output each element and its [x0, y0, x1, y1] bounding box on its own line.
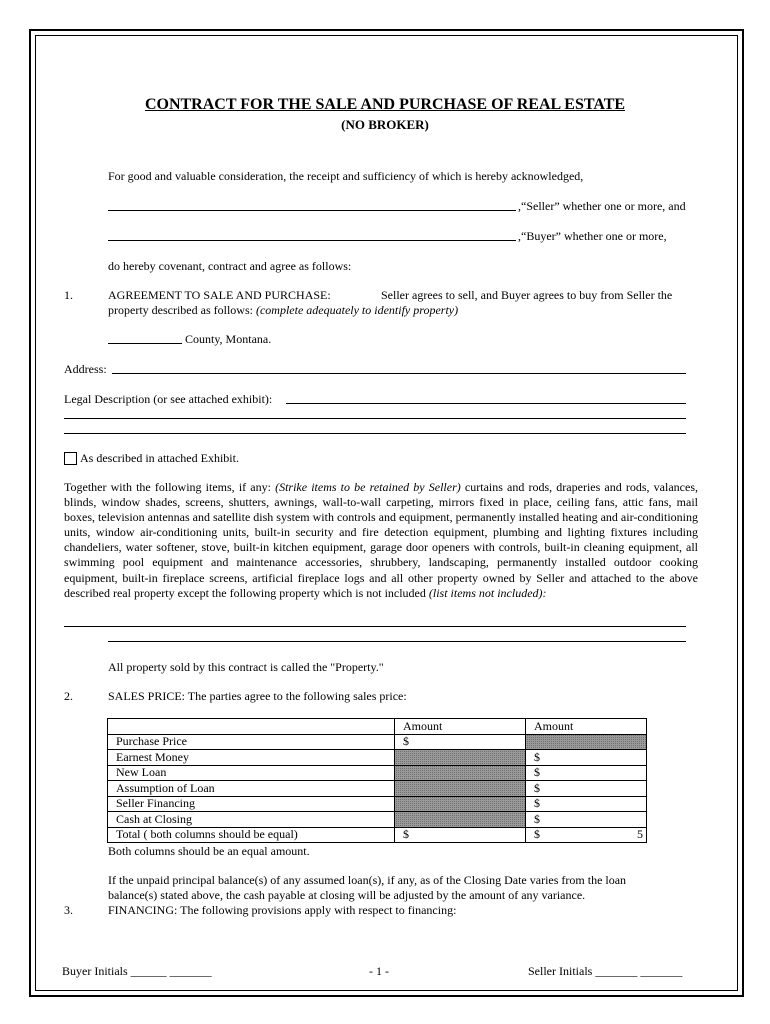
total-trailing-value: 5 — [637, 826, 643, 841]
table-header-cell: Amount — [526, 719, 647, 735]
amount-cell[interactable]: $ — [526, 796, 647, 812]
page-number: - 1 - — [369, 964, 389, 978]
legal-description-label: Legal Description (or see attached exhibit): — [64, 392, 273, 406]
section-1-text-2: property described as follows: (complete adequately to identify property) — [108, 303, 459, 317]
county-label: County, Montana. — [185, 332, 272, 346]
property-called-text: All property sold by this contract is called the "Property." — [108, 660, 384, 674]
amount-cell[interactable]: $ — [526, 750, 647, 766]
table-row — [108, 750, 647, 766]
county-field[interactable] — [108, 343, 182, 344]
legal-description-field[interactable] — [286, 403, 686, 404]
legal-description-line-2[interactable] — [64, 418, 686, 419]
table-row — [108, 781, 647, 797]
total-amount-cell[interactable]: $ — [395, 827, 526, 843]
table-cell-label: Purchase Price — [108, 734, 395, 750]
shaded-cell — [395, 781, 526, 797]
address-field[interactable] — [112, 373, 686, 374]
section-1-text: Seller agrees to sell, and Buyer agrees to buy from Seller the — [381, 288, 673, 302]
section-3-number: 3. — [64, 903, 73, 917]
amount-cell[interactable]: $ — [526, 812, 647, 828]
buyer-initials[interactable]: Buyer Initials ______ _______ — [62, 964, 212, 978]
table-row — [108, 765, 647, 781]
table-row — [108, 734, 647, 750]
address-label: Address: — [64, 362, 107, 376]
exhibit-checkbox[interactable] — [64, 452, 77, 465]
exhibit-label: As described in attached Exhibit. — [80, 451, 239, 465]
table-cell-label: Cash at Closing — [108, 812, 395, 828]
table-cell-label: New Loan — [108, 765, 395, 781]
seller-label: ,“Seller” whether one or more, and — [518, 199, 686, 213]
section-1-heading: AGREEMENT TO SALE AND PURCHASE: — [108, 288, 331, 302]
shaded-cell — [395, 812, 526, 828]
amount-cell[interactable]: $ — [526, 781, 647, 797]
variance-paragraph: If the unpaid principal balance(s) of any assumed loan(s), if any, as of the Closing Date varies from the loan balance(s) stated above, the cash payable at closing will be adjusted by the amount of any variance. — [108, 873, 627, 903]
items-paragraph: Together with the following items, if any: (Strike items to be retained by Seller) curtains and rods, draperies and rods, valances, blinds, window shades, screens, shutters, awnings, wall-to-wall carpeting, mirrors fixed in place, ceiling fans, attic fans, mail boxes, television antennas and satellite dish system with controls and equipment, permanently installed heating and air-conditioning units, window air-conditioning units, built-in security and fire detection equipment, plumbing and lighting fixtures including chandeliers, water softener, stove, built-in kitchen equipment, garage door openers with controls, built-in cleaning equipment, all swimming pool equipment and maintenance accessories, shrubbery, landscaping, permanently installed outdoor cooking equipment, built-in fireplace screens, artificial fireplace logs and all other property owned by Seller and attached to the above described real property except the following property which is not included (list items not included): — [64, 480, 698, 600]
total-amount-cell-2[interactable]: $ 5 — [526, 827, 647, 843]
table-row — [108, 812, 647, 828]
intro-text: For good and valuable consideration, the receipt and sufficiency of which is hereby acknowledged, — [108, 169, 584, 183]
table-row-total — [108, 827, 647, 843]
excluded-items-line-2[interactable] — [108, 641, 686, 642]
table-cell-label: Seller Financing — [108, 796, 395, 812]
shaded-cell — [395, 765, 526, 781]
section-2-number: 2. — [64, 689, 73, 703]
table-cell-label: Assumption of Loan — [108, 781, 395, 797]
section-2-text: SALES PRICE: The parties agree to the following sales price: — [108, 689, 407, 703]
table-cell-label: Earnest Money — [108, 750, 395, 766]
table-header-cell — [108, 719, 395, 735]
seller-name-field[interactable] — [108, 210, 516, 211]
amount-cell[interactable]: $ — [395, 734, 526, 750]
amount-cell[interactable]: $ — [526, 765, 647, 781]
covenant-text: do hereby covenant, contract and agree as follows: — [108, 259, 352, 273]
shaded-cell — [395, 796, 526, 812]
table-row — [108, 796, 647, 812]
legal-description-line-3[interactable] — [64, 433, 686, 434]
document-title: CONTRACT FOR THE SALE AND PURCHASE OF REAL ESTATE — [144, 96, 626, 113]
seller-initials[interactable]: Seller Initials _______ _______ — [528, 964, 683, 978]
equal-note: Both columns should be an equal amount. — [108, 844, 310, 858]
table-cell-label: Total ( both columns should be equal) — [108, 827, 395, 843]
buyer-name-field[interactable] — [108, 240, 516, 241]
document-subtitle: (NO BROKER) — [341, 117, 429, 132]
excluded-items-line-1[interactable] — [64, 626, 686, 627]
section-1-number: 1. — [64, 288, 73, 302]
section-3-text: FINANCING: The following provisions apply with respect to financing: — [108, 903, 457, 917]
table-header-row — [108, 719, 647, 735]
table-header-cell: Amount — [395, 719, 526, 735]
shaded-cell — [526, 734, 647, 750]
sales-price-table — [107, 718, 647, 843]
buyer-label: ,“Buyer” whether one or more, — [518, 229, 667, 243]
shaded-cell — [395, 750, 526, 766]
